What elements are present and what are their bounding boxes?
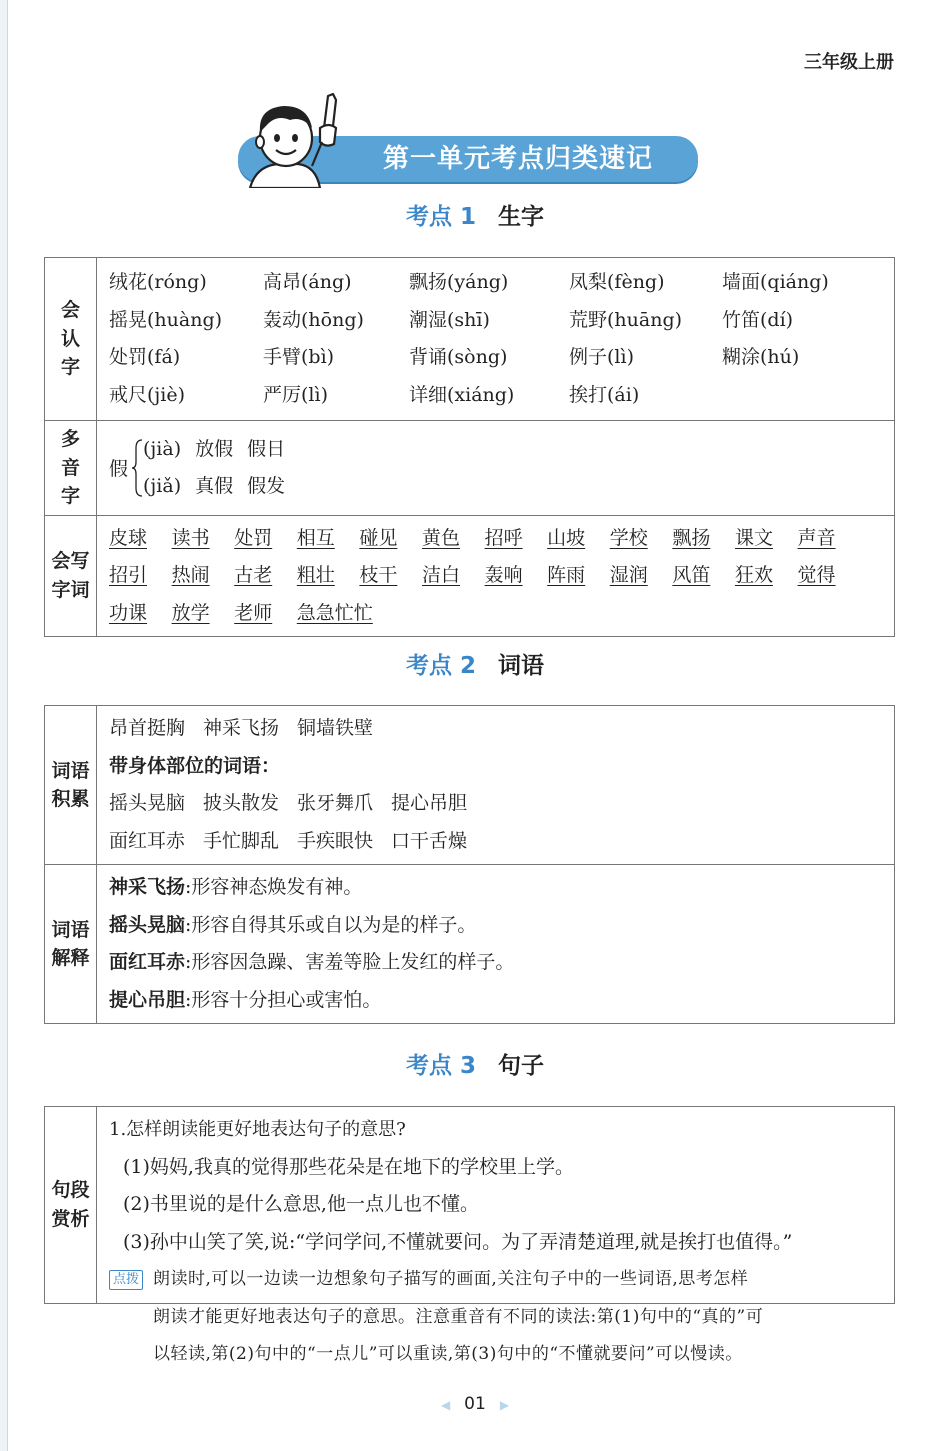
explain-block bbox=[97, 865, 894, 1023]
list-item: 挨打(ái) bbox=[569, 383, 640, 406]
word: 口干舌燥 bbox=[391, 829, 468, 852]
polyphone-block bbox=[97, 425, 894, 511]
list-item: 老师 bbox=[234, 601, 273, 624]
polyphone-label bbox=[45, 421, 97, 516]
list-item: 狂欢 bbox=[734, 564, 773, 586]
term: 神采飞扬 bbox=[109, 876, 186, 898]
recognize-label bbox=[45, 258, 97, 421]
word: 披头散发 bbox=[203, 792, 280, 814]
word: 假日 bbox=[247, 437, 286, 460]
accumulate-block bbox=[97, 706, 894, 864]
term: 提心吊胆 bbox=[109, 988, 186, 1011]
list-item bbox=[143, 431, 299, 468]
list-item: 功课 bbox=[109, 601, 148, 624]
section-1-table bbox=[44, 257, 895, 637]
write-grid bbox=[97, 516, 894, 637]
section-2-number: 考点 2 bbox=[405, 653, 476, 679]
list-item: 轰动(hōng) bbox=[263, 308, 364, 331]
tip-line: 以轻读,第(2)句中的“一点儿”可以重读,第(3)句中的“不懂就要问”可以慢读。 bbox=[153, 1344, 743, 1364]
list-item bbox=[109, 869, 894, 907]
list-item: 潮湿(shī) bbox=[409, 308, 490, 331]
section-2-table bbox=[44, 705, 895, 1024]
list-item bbox=[109, 944, 894, 982]
list-item: 声音 bbox=[797, 526, 836, 549]
recognize-grid bbox=[97, 258, 894, 420]
word: 真假 bbox=[195, 474, 234, 497]
list-item bbox=[109, 710, 894, 748]
word: 放假 bbox=[195, 437, 234, 460]
sentence-label-text: 句段赏析 bbox=[51, 1179, 90, 1230]
section-3-title bbox=[0, 1047, 950, 1080]
polyphone-readings bbox=[143, 431, 299, 505]
accumulate-label-text: 词语积累 bbox=[51, 759, 90, 810]
section-3-name: 句子 bbox=[498, 1053, 544, 1079]
polyphone-label-text: 多音字 bbox=[60, 428, 80, 507]
list-item: 湿润 bbox=[609, 564, 648, 586]
explain-row bbox=[45, 865, 895, 1024]
polyphone-char: 假 bbox=[109, 458, 129, 481]
list-item: 招呼 bbox=[484, 526, 523, 549]
list-item: 招引 bbox=[109, 564, 148, 586]
accumulate-subtitle: 带身体部位的词语： bbox=[109, 754, 281, 777]
definition: :形容自得其乐或自以为是的样子。 bbox=[185, 913, 477, 936]
list-item: 轰响 bbox=[484, 564, 523, 586]
term: 摇头晃脑 bbox=[109, 913, 186, 936]
list-item: 高昂(áng) bbox=[263, 271, 352, 293]
tip-block bbox=[109, 1261, 894, 1364]
section-3-number: 考点 3 bbox=[405, 1053, 476, 1079]
list-item: 黄色 bbox=[421, 526, 460, 549]
triangle-right-icon: ▶ bbox=[499, 1398, 510, 1412]
list-item: 飘扬(yáng) bbox=[409, 271, 509, 293]
list-item: 严厉(lì) bbox=[263, 383, 328, 406]
term: 面红耳赤 bbox=[109, 951, 186, 973]
pinyin: (jià) bbox=[143, 437, 182, 460]
list-item: 古老 bbox=[234, 564, 273, 586]
word: 手疾眼快 bbox=[297, 829, 374, 852]
tip-text bbox=[153, 1261, 764, 1364]
list-item: 摇晃(huàng) bbox=[109, 308, 223, 331]
recognize-label-text: 会认字 bbox=[60, 299, 80, 379]
accumulate-row bbox=[45, 706, 895, 865]
sentence-item: (1)妈妈,我真的觉得那些花朵是在地下的学校里上学。 bbox=[123, 1155, 574, 1178]
sentence-item: (3)孙中山笑了笑,说:“学问学问,不懂就要问。为了弄清楚道理,就是挨打也值得。” bbox=[123, 1230, 793, 1253]
list-item: 枝干 bbox=[359, 564, 398, 586]
tip-line: 朗读才能更好地表达句子的意思。注意重音有不同的读法:第(1)句中的“真的”可 bbox=[153, 1306, 764, 1327]
word: 张牙舞爪 bbox=[297, 792, 374, 814]
write-row bbox=[45, 515, 895, 637]
list-item: 荒野(huāng) bbox=[569, 308, 683, 331]
list-item: 凤梨(fèng) bbox=[569, 271, 665, 293]
explain-label bbox=[45, 865, 97, 1024]
list-item: 背诵(sòng) bbox=[409, 346, 508, 368]
section-3-table bbox=[44, 1106, 895, 1364]
list-item: 觉得 bbox=[797, 564, 836, 586]
triangle-left-icon: ◀ bbox=[440, 1398, 451, 1412]
tip-badge: 点拨 bbox=[109, 1270, 143, 1290]
page-number: 01 bbox=[464, 1394, 486, 1414]
section-2-title bbox=[0, 647, 950, 680]
word: 面红耳赤 bbox=[109, 829, 186, 852]
list-item: 读书 bbox=[171, 526, 210, 549]
write-label bbox=[45, 515, 97, 637]
list-item: 放学 bbox=[171, 601, 210, 624]
polyphone-row bbox=[45, 421, 895, 516]
definition: :形容因急躁、害羞等脸上发红的样子。 bbox=[185, 951, 515, 973]
recognize-row bbox=[45, 258, 895, 421]
sentence-row bbox=[45, 1107, 895, 1304]
list-item: 手臂(bì) bbox=[263, 346, 335, 368]
word: 昂首挺胸 bbox=[109, 717, 186, 739]
list-item: 山坡 bbox=[547, 526, 586, 549]
section-1-name: 生字 bbox=[498, 204, 544, 230]
list-item bbox=[143, 468, 299, 505]
word: 手忙脚乱 bbox=[203, 829, 280, 852]
sentence-block bbox=[97, 1107, 894, 1364]
list-item: 相互 bbox=[296, 526, 335, 549]
list-item: 粗壮 bbox=[296, 564, 335, 586]
list-item: 课文 bbox=[734, 526, 773, 549]
word: 提心吊胆 bbox=[391, 792, 468, 814]
list-item: 戒尺(jiè) bbox=[109, 383, 186, 406]
question: 1.怎样朗读能更好地表达句子的意思? bbox=[109, 1119, 406, 1140]
brace-icon bbox=[131, 438, 143, 498]
list-item: 处罚(fá) bbox=[109, 346, 181, 368]
list-item bbox=[109, 982, 894, 1020]
grade-label: 三年级上册 bbox=[804, 52, 894, 73]
list-item: 例子(lì) bbox=[569, 346, 634, 368]
list-item: 碰见 bbox=[359, 526, 398, 549]
section-2-name: 词语 bbox=[498, 653, 544, 679]
section-1-number: 考点 1 bbox=[405, 204, 476, 230]
word: 神采飞扬 bbox=[203, 717, 280, 739]
tip-line: 朗读时,可以一边读一边想象句子描写的画面,关注句子中的一些词语,思考怎样 bbox=[153, 1269, 749, 1289]
boy-pointing-icon bbox=[236, 92, 346, 188]
list-item bbox=[109, 785, 894, 823]
word: 摇头晃脑 bbox=[109, 792, 186, 814]
list-item bbox=[109, 907, 894, 945]
pinyin: (jiǎ) bbox=[143, 474, 182, 497]
list-item: 洁白 bbox=[421, 564, 460, 586]
list-item: 风笛 bbox=[672, 564, 711, 586]
list-item: 绒花(róng) bbox=[109, 271, 207, 293]
list-item: 阵雨 bbox=[547, 564, 586, 586]
list-item: 墙面(qiáng) bbox=[722, 271, 829, 293]
banner-title: 第一单元考点归类速记 bbox=[382, 144, 653, 174]
list-item: 皮球 bbox=[109, 526, 148, 549]
list-item: 飘扬 bbox=[672, 526, 711, 549]
sentence-item: (2)书里说的是什么意思,他一点儿也不懂。 bbox=[123, 1193, 479, 1215]
list-item: 急急忙忙 bbox=[296, 601, 373, 624]
list-item: 学校 bbox=[609, 526, 648, 549]
list-item: 竹笛(dí) bbox=[722, 308, 794, 331]
definition: :形容神态焕发有神。 bbox=[185, 876, 363, 898]
sentence-label bbox=[45, 1107, 97, 1304]
word: 铜墙铁壁 bbox=[297, 717, 374, 739]
definition: :形容十分担心或害怕。 bbox=[185, 988, 382, 1011]
unit-banner bbox=[226, 92, 706, 192]
explain-label-text: 词语解释 bbox=[51, 918, 90, 969]
write-label-text: 会写字词 bbox=[51, 550, 90, 601]
list-item: 处罚 bbox=[234, 526, 273, 549]
list-item: 热闹 bbox=[171, 564, 210, 586]
list-item: 详细(xiáng) bbox=[409, 383, 515, 406]
list-item bbox=[109, 823, 894, 861]
section-1-title bbox=[0, 198, 950, 231]
list-item: 糊涂(hú) bbox=[722, 346, 800, 368]
word: 假发 bbox=[247, 474, 286, 497]
page-footer bbox=[0, 1394, 950, 1414]
accumulate-label bbox=[45, 706, 97, 865]
